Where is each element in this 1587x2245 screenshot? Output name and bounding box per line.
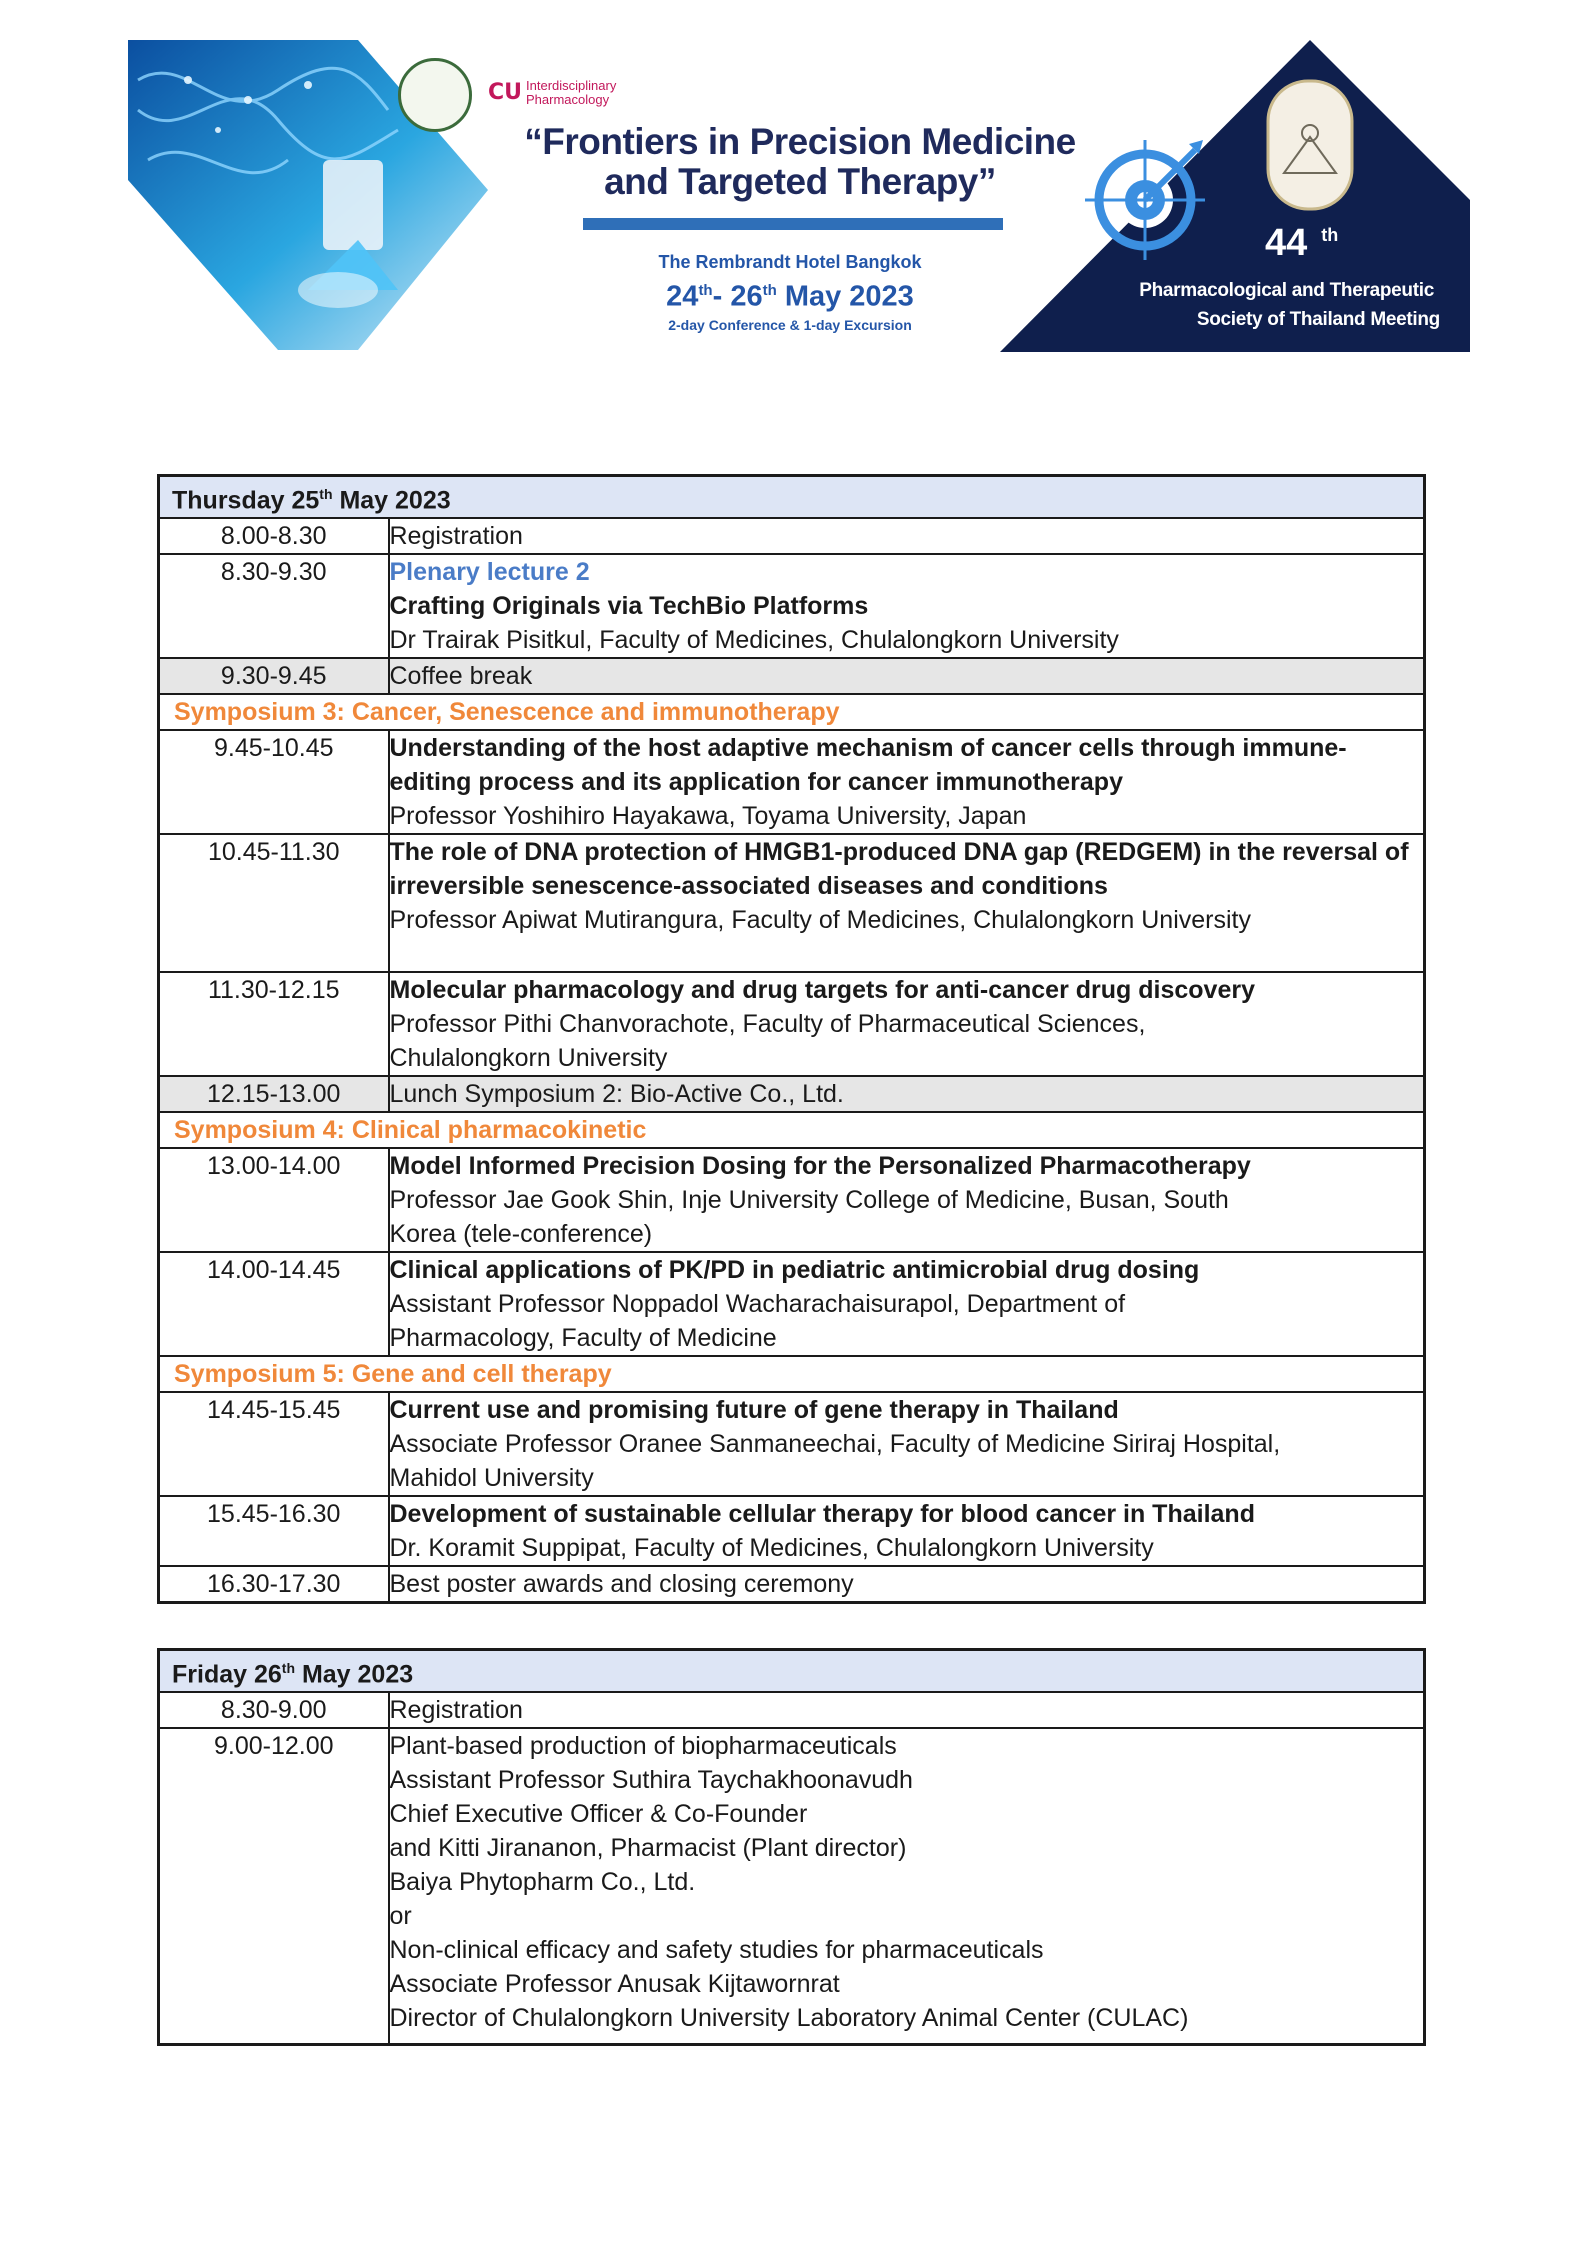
session-details: [389, 1252, 1425, 1356]
schedule-row: [159, 972, 1425, 1076]
university-seal-icon: [398, 58, 472, 132]
session-details: [389, 1728, 1425, 2045]
session-time: 12.15-13.00: [159, 1076, 389, 1112]
session-speaker: Professor Yoshihiro Hayakawa, Toyama University, Japan: [389, 802, 1027, 831]
day-header: [159, 1650, 1425, 1693]
schedule-row: [159, 1252, 1425, 1356]
session-time: 16.30-17.30: [159, 1566, 389, 1603]
venue-name: The Rembrandt Hotel Bangkok: [658, 252, 922, 272]
day-title: Thursday 25th May 2023: [159, 476, 1425, 519]
session-speaker: Professor Jae Gook Shin, Inje University College of Medicine, Busan, South: [389, 1186, 1229, 1215]
session-title: Molecular pharmacology and drug targets for anti-cancer drug discovery: [389, 976, 1255, 1005]
session-time: 9.45-10.45: [159, 730, 389, 834]
session-line: Assistant Professor Suthira Taychakhoonavudh: [389, 1766, 913, 1795]
session-time: 9.00-12.00: [159, 1728, 389, 2045]
session-line: or: [389, 1902, 412, 1931]
session-line: and Kitti Jirananon, Pharmacist (Plant director): [389, 1834, 907, 1863]
session-time: 8.30-9.30: [159, 554, 389, 658]
title-underline: [583, 218, 1003, 230]
symposium-title: Symposium 5: Gene and cell therapy: [159, 1356, 1425, 1392]
session-title: Model Informed Precision Dosing for the Personalized Pharmacotherapy: [389, 1152, 1251, 1181]
session-time: 8.30-9.00: [159, 1692, 389, 1728]
conference-banner: [0, 0, 1587, 360]
session-details: [389, 1392, 1425, 1496]
day-title: Friday 26th May 2023: [159, 1650, 1425, 1693]
session-title: Crafting Originals via TechBio Platforms: [389, 592, 869, 621]
session-details: Registration: [389, 518, 1425, 554]
session-speaker-affiliation: Mahidol University: [389, 1464, 594, 1493]
symposium-row: [159, 1112, 1425, 1148]
session-details: Coffee break: [389, 658, 1425, 694]
schedule-row: [159, 730, 1425, 834]
friday-schedule-table: [157, 1648, 1426, 2046]
session-speaker: Assistant Professor Noppadol Wacharachaisurapol, Department of: [389, 1290, 1126, 1319]
symposium-title: Symposium 3: Cancer, Senescence and immunotherapy: [159, 694, 1425, 730]
session-details: Registration: [389, 1692, 1425, 1728]
session-speaker-affiliation: Korea (tele-conference): [389, 1220, 653, 1249]
conference-dates: 24th- 26th May 2023: [666, 280, 914, 313]
plenary-label: Plenary lecture 2: [389, 558, 590, 587]
venue-block: [560, 250, 1020, 336]
session-line: Baiya Phytopharm Co., Ltd.: [389, 1868, 696, 1897]
meeting-title: Pharmacological and Therapeutic Society of Thailand Meeting: [1139, 280, 1440, 330]
session-time: 14.45-15.45: [159, 1392, 389, 1496]
schedule-row: [159, 1692, 1425, 1728]
session-details: [389, 1148, 1425, 1252]
session-details: [389, 1496, 1425, 1566]
session-line: Plant-based production of biopharmaceuticals: [389, 1732, 897, 1761]
session-speaker: Dr Trairak Pisitkul, Faculty of Medicines, Chulalongkorn University: [389, 626, 1119, 655]
session-time: 8.00-8.30: [159, 518, 389, 554]
session-line: Director of Chulalongkorn University Laboratory Animal Center (CULAC): [389, 2004, 1189, 2033]
session-speaker-affiliation: Chulalongkorn University: [389, 1044, 668, 1073]
schedule-row: [159, 518, 1425, 554]
session-details: [389, 730, 1425, 834]
session-time: 11.30-12.15: [159, 972, 389, 1076]
session-line: Chief Executive Officer & Co-Founder: [389, 1800, 808, 1829]
schedule-row: [159, 1076, 1425, 1112]
session-speaker-affiliation: Pharmacology, Faculty of Medicine: [389, 1324, 777, 1353]
meeting-number: 44 $^{th}$: [1265, 222, 1339, 264]
session-details: [389, 554, 1425, 658]
session-speaker: Professor Apiwat Mutirangura, Faculty of Medicines, Chulalongkorn University: [389, 906, 1251, 935]
session-speaker: Dr. Koramit Suppipat, Faculty of Medicines, Chulalongkorn University: [389, 1534, 1154, 1563]
session-time: 10.45-11.30: [159, 834, 389, 972]
schedule-row: [159, 834, 1425, 972]
session-title: Clinical applications of PK/PD in pediatric antimicrobial drug dosing: [389, 1256, 1200, 1285]
symposium-row: [159, 694, 1425, 730]
schedule-row: [159, 658, 1425, 694]
session-time: 9.30-9.45: [159, 658, 389, 694]
session-speaker: Professor Pithi Chanvorachote, Faculty of Pharmaceutical Sciences,: [389, 1010, 1146, 1039]
session-speaker: Associate Professor Oranee Sanmaneechai, Faculty of Medicine Siriraj Hospital,: [389, 1430, 1281, 1459]
schedule-row: [159, 1728, 1425, 2045]
session-time: 15.45-16.30: [159, 1496, 389, 1566]
session-details: Best poster awards and closing ceremony: [389, 1566, 1425, 1603]
session-title: Understanding of the host adaptive mechanism of cancer cells through immune-editing process and its application for cancer immunotherapy: [389, 734, 1347, 797]
day-header: [159, 476, 1425, 519]
session-line: Non-clinical efficacy and safety studies for pharmaceuticals: [389, 1936, 1044, 1965]
schedule-row: [159, 1392, 1425, 1496]
session-title: Development of sustainable cellular therapy for blood cancer in Thailand: [389, 1500, 1255, 1529]
session-time: 14.00-14.45: [159, 1252, 389, 1356]
thursday-schedule-table: [157, 474, 1426, 1604]
cu-logo-icon: CU Interdisciplinary Pharmacology: [488, 77, 617, 108]
schedule-row: [159, 1566, 1425, 1603]
conference-format: 2-day Conference & 1-day Excursion: [668, 316, 912, 333]
session-line: Associate Professor Anusak Kijtawornrat: [389, 1970, 840, 1999]
schedule-row: [159, 1496, 1425, 1566]
schedule-row: [159, 1148, 1425, 1252]
session-details: Lunch Symposium 2: Bio-Active Co., Ltd.: [389, 1076, 1425, 1112]
session-title: Current use and promising future of gene therapy in Thailand: [389, 1396, 1119, 1425]
session-time: 13.00-14.00: [159, 1148, 389, 1252]
session-details: [389, 972, 1425, 1076]
symposium-row: [159, 1356, 1425, 1392]
session-details: [389, 834, 1425, 972]
pharmacology-seal-icon: [1268, 81, 1352, 209]
session-title: The role of DNA protection of HMGB1-produced DNA gap (REDGEM) in the reversal of irreversible senescence-associated diseases and conditions: [389, 838, 1409, 901]
symposium-title: Symposium 4: Clinical pharmacokinetic: [159, 1112, 1425, 1148]
conference-title: “Frontiers in Precision Medicine and Targeted Therapy”: [524, 121, 1076, 202]
schedule-row: [159, 554, 1425, 658]
